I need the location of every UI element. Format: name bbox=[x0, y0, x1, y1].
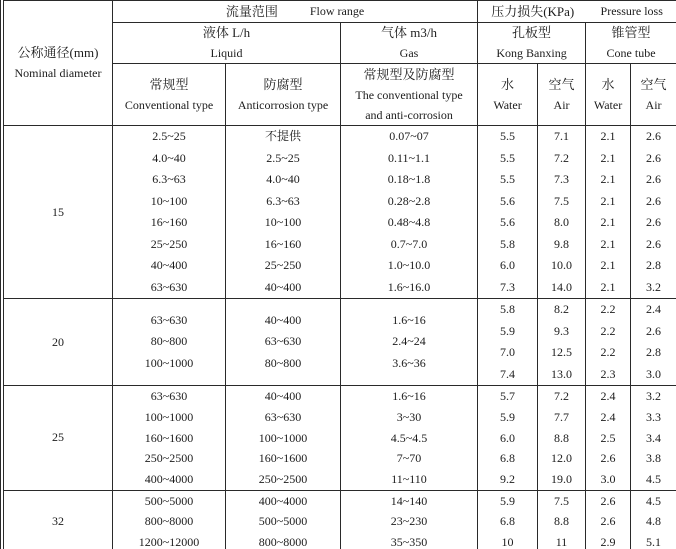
header-orifice-water-cell bbox=[478, 64, 538, 126]
cell-line: 63~630 bbox=[264, 334, 302, 349]
cell-line: 10.0 bbox=[551, 258, 573, 272]
cell-line: 2.5 bbox=[600, 430, 616, 445]
cell-line: 2.6 bbox=[646, 129, 662, 143]
cell-line: 5.9 bbox=[500, 409, 516, 424]
conventional-flow-values bbox=[113, 126, 226, 299]
cell-line: 6.3~63 bbox=[266, 193, 300, 208]
cell-line: 1.6~16 bbox=[392, 312, 426, 327]
cell-line: 4.0~40 bbox=[152, 150, 186, 165]
header-pressure-loss-cell bbox=[478, 1, 676, 23]
cell-line: 2.6 bbox=[646, 215, 662, 229]
cell-line: 8.0 bbox=[554, 215, 570, 229]
header-anticorrosion-cell bbox=[226, 64, 341, 126]
cone-water-values bbox=[586, 299, 631, 386]
cell-line: 5.5 bbox=[500, 129, 516, 143]
cell-line: 1200~12000 bbox=[138, 534, 200, 549]
cell-line: 7.5 bbox=[554, 493, 570, 508]
header-nominal-diameter-cell bbox=[4, 1, 113, 126]
cell-line: 63~630 bbox=[150, 389, 188, 403]
gas-subtype-label-en1: The conventional type bbox=[355, 87, 463, 102]
nominal-diameter-label-en: Nominal diameter bbox=[14, 66, 102, 80]
orifice-air-values bbox=[538, 126, 586, 299]
conventional-flow-values bbox=[113, 386, 226, 491]
cell-line: 800~8000 bbox=[258, 534, 308, 549]
cell-line: 8.8 bbox=[554, 430, 570, 445]
cell-line: 3.0 bbox=[600, 472, 616, 487]
conventional-label-en: Conventional type bbox=[124, 97, 214, 112]
cell-line: 7.2 bbox=[554, 150, 570, 165]
header-row-1 bbox=[4, 1, 676, 23]
cell-line: 63~630 bbox=[150, 312, 188, 327]
cell-line: 2.5~25 bbox=[266, 150, 300, 165]
cell-line: 7.7 bbox=[554, 409, 570, 424]
water-label-zh: 水 bbox=[601, 76, 615, 92]
pressure-loss-label-en: Pressure loss bbox=[600, 4, 663, 18]
cell-line: 12.5 bbox=[551, 345, 573, 359]
cell-line: 25~250 bbox=[150, 236, 188, 251]
cell-line: 35~350 bbox=[390, 534, 428, 549]
liquid-label-zh: 液体 L/h bbox=[202, 25, 251, 40]
cell-line: 11~110 bbox=[391, 472, 427, 487]
cell-line: 7.5 bbox=[554, 193, 570, 208]
cell-line: 5.6 bbox=[500, 193, 516, 208]
cell-line: 7.4 bbox=[500, 366, 516, 381]
cell-line: 5.9 bbox=[500, 323, 516, 338]
cell-line: 14~140 bbox=[390, 493, 428, 508]
cell-line: 40~400 bbox=[264, 389, 302, 403]
cell-line: 12.0 bbox=[551, 451, 573, 466]
water-label-en: Water bbox=[593, 97, 623, 112]
orifice-water-values bbox=[478, 386, 538, 491]
cell-line: 160~1600 bbox=[258, 451, 308, 466]
cell-line: 2.2 bbox=[600, 323, 616, 338]
pressure-loss-label-zh: 压力损失(KPa) bbox=[491, 4, 575, 19]
header-gas-cell bbox=[341, 23, 478, 64]
cell-line: 0.28~2.8 bbox=[387, 193, 431, 208]
cell-line: 2.1 bbox=[600, 236, 616, 251]
cell-line: 500~5000 bbox=[258, 514, 308, 529]
cell-line: 7.0 bbox=[500, 345, 516, 359]
cell-line: 5.5 bbox=[500, 150, 516, 165]
orifice-water-values bbox=[478, 299, 538, 386]
orifice-water-values bbox=[478, 490, 538, 549]
cell-line: 23~230 bbox=[390, 514, 428, 529]
cone-air-values bbox=[631, 299, 676, 386]
group-row-dn20 bbox=[4, 299, 676, 386]
cell-line: 5.1 bbox=[646, 534, 662, 549]
gas-flow-values bbox=[341, 126, 478, 299]
cone-type-label-zh: 锥管型 bbox=[611, 25, 651, 40]
cell-line: 0.48~4.8 bbox=[387, 215, 431, 229]
cell-line: 40~400 bbox=[264, 279, 302, 294]
air-label-zh: 空气 bbox=[548, 76, 575, 92]
cell-line: 2.4 bbox=[600, 389, 616, 403]
diameter-value: 20 bbox=[4, 299, 113, 386]
cell-line: 2.1 bbox=[600, 129, 616, 143]
header-orifice-air-cell bbox=[538, 64, 586, 126]
cell-line: 500~5000 bbox=[144, 493, 194, 508]
cell-line: 7.3 bbox=[500, 279, 516, 294]
cell-line: 5.6 bbox=[500, 215, 516, 229]
cell-line: 13.0 bbox=[551, 366, 573, 381]
cell-line: 0.11~1.1 bbox=[387, 150, 431, 165]
cell-line: 19.0 bbox=[551, 472, 573, 487]
cone-air-values bbox=[631, 386, 676, 491]
cell-line: 5.7 bbox=[500, 389, 516, 403]
cell-line: 5.9 bbox=[500, 493, 516, 508]
cell-line: 4.5~4.5 bbox=[390, 430, 428, 445]
cell-line: 2.2 bbox=[600, 302, 616, 316]
header-flow-range-cell bbox=[113, 1, 478, 23]
cell-line: 10 bbox=[501, 534, 514, 549]
cell-line: 4.8 bbox=[646, 514, 662, 529]
cell-line: 1.6~16 bbox=[392, 389, 426, 403]
group-row-dn25 bbox=[4, 386, 676, 491]
cell-line: 10~100 bbox=[264, 215, 302, 229]
anticorrosion-flow-values bbox=[226, 299, 341, 386]
orifice-air-values bbox=[538, 490, 586, 549]
diameter-value: 25 bbox=[4, 386, 113, 491]
conventional-flow-values bbox=[113, 299, 226, 386]
cell-line: 2.4~24 bbox=[392, 334, 426, 349]
cell-line: 2.6 bbox=[600, 493, 616, 508]
group-row-dn15 bbox=[4, 126, 676, 299]
cell-line: 0.07~07 bbox=[389, 129, 429, 143]
cell-line: 11 bbox=[555, 534, 568, 549]
cell-line: 2.1 bbox=[600, 193, 616, 208]
flow-pressure-spec-table bbox=[3, 0, 676, 549]
cell-line: 不提供 bbox=[264, 129, 301, 143]
header-cone-type-cell bbox=[586, 23, 676, 64]
cone-water-values bbox=[586, 126, 631, 299]
cell-line: 14.0 bbox=[551, 279, 573, 294]
gas-subtype-label-zh: 常规型及防腐型 bbox=[363, 66, 455, 82]
cell-line: 2.1 bbox=[600, 172, 616, 186]
cell-line: 160~1600 bbox=[144, 430, 194, 445]
cell-line: 5.8 bbox=[500, 302, 516, 316]
gas-flow-values bbox=[341, 386, 478, 491]
cell-line: 0.7~7.0 bbox=[390, 236, 428, 251]
cell-line: 5.8 bbox=[500, 236, 516, 251]
cell-line: 2.1 bbox=[600, 150, 616, 165]
cell-line: 3.3 bbox=[646, 409, 662, 424]
flow-range-label-en: Flow range bbox=[309, 4, 365, 18]
cell-line: 7.1 bbox=[554, 129, 570, 143]
orifice-air-values bbox=[538, 386, 586, 491]
cell-line: 40~400 bbox=[264, 312, 302, 327]
cell-line: 2.1 bbox=[600, 215, 616, 229]
cell-line: 4.0~40 bbox=[266, 172, 300, 186]
header-cone-water-cell bbox=[586, 64, 631, 126]
cell-line: 2.6 bbox=[646, 323, 662, 338]
cell-line: 1.6~16.0 bbox=[387, 279, 431, 294]
cell-line: 63~630 bbox=[264, 409, 302, 424]
cell-line: 80~800 bbox=[264, 355, 302, 370]
air-label-zh: 空气 bbox=[640, 76, 667, 92]
cell-line: 3.2 bbox=[646, 279, 662, 294]
cell-line: 9.3 bbox=[554, 323, 570, 338]
cell-line: 1.0~10.0 bbox=[387, 258, 431, 272]
cell-line: 2.6 bbox=[646, 172, 662, 186]
cell-line: 3~30 bbox=[396, 409, 422, 424]
diameter-value: 32 bbox=[4, 490, 113, 549]
cell-line: 3.0 bbox=[646, 366, 662, 381]
conventional-flow-values bbox=[113, 490, 226, 549]
cell-line: 7~70 bbox=[396, 451, 422, 466]
cell-line: 400~4000 bbox=[258, 493, 308, 508]
cone-water-values bbox=[586, 386, 631, 491]
orifice-water-values bbox=[478, 126, 538, 299]
cell-line: 16~160 bbox=[264, 236, 302, 251]
cell-line: 2.2 bbox=[600, 345, 616, 359]
cell-line: 8.8 bbox=[554, 514, 570, 529]
gas-label-zh: 气体 m3/h bbox=[381, 25, 437, 40]
flow-range-label-zh: 流量范围 bbox=[225, 4, 278, 19]
header-cone-air-cell bbox=[631, 64, 676, 126]
anticorrosion-flow-values bbox=[226, 126, 341, 299]
liquid-label-en: Liquid bbox=[210, 46, 243, 60]
cell-line: 2.6 bbox=[646, 236, 662, 251]
cell-line: 2.6 bbox=[600, 514, 616, 529]
cell-line: 6.3~63 bbox=[152, 172, 186, 186]
air-label-en: Air bbox=[553, 97, 570, 112]
header-orifice-type-cell bbox=[478, 23, 586, 64]
cell-line: 2.6 bbox=[646, 193, 662, 208]
nominal-diameter-label-zh: 公称通径(mm) bbox=[17, 45, 99, 60]
cell-line: 2.8 bbox=[646, 258, 662, 272]
cell-line: 100~1000 bbox=[144, 409, 194, 424]
anticorrosion-flow-values bbox=[226, 490, 341, 549]
water-label-en: Water bbox=[493, 97, 522, 112]
cell-line: 63~630 bbox=[150, 279, 188, 294]
cell-line: 250~2500 bbox=[258, 472, 308, 487]
cell-line: 6.0 bbox=[500, 430, 516, 445]
cell-line: 2.5~25 bbox=[152, 129, 186, 143]
cell-line: 2.1 bbox=[600, 279, 616, 294]
anticorrosion-flow-values bbox=[226, 386, 341, 491]
cell-line: 250~2500 bbox=[144, 451, 194, 466]
cell-line: 400~4000 bbox=[144, 472, 194, 487]
cone-type-label-en: Cone tube bbox=[606, 46, 656, 60]
cell-line: 100~1000 bbox=[144, 355, 194, 370]
header-liquid-cell bbox=[113, 23, 341, 64]
cell-line: 80~800 bbox=[150, 334, 188, 349]
cell-line: 3.8 bbox=[646, 451, 662, 466]
cell-line: 4.5 bbox=[646, 493, 662, 508]
cell-line: 6.8 bbox=[500, 451, 516, 466]
header-conventional-cell bbox=[113, 64, 226, 126]
cell-line: 800~8000 bbox=[144, 514, 194, 529]
orifice-type-label-en: Kong Banxing bbox=[496, 46, 567, 60]
cell-line: 10~100 bbox=[150, 193, 188, 208]
cell-line: 16~160 bbox=[150, 215, 188, 229]
cell-line: 2.4 bbox=[600, 409, 616, 424]
gas-flow-values bbox=[341, 490, 478, 549]
cell-line: 2.9 bbox=[600, 534, 616, 549]
cell-line: 100~1000 bbox=[258, 430, 308, 445]
cell-line: 2.4 bbox=[646, 302, 662, 316]
diameter-value: 15 bbox=[4, 126, 113, 299]
cell-line: 3.2 bbox=[646, 389, 662, 403]
orifice-type-label-zh: 孔板型 bbox=[512, 25, 552, 40]
cell-line: 7.3 bbox=[554, 172, 570, 186]
group-row-dn32 bbox=[4, 490, 676, 549]
cell-line: 4.5 bbox=[646, 472, 662, 487]
anticorrosion-label-zh: 防腐型 bbox=[263, 76, 303, 92]
conventional-label-zh: 常规型 bbox=[149, 76, 189, 92]
cell-line: 9.2 bbox=[500, 472, 516, 487]
cell-line: 9.8 bbox=[554, 236, 570, 251]
cell-line: 7.2 bbox=[554, 389, 570, 403]
cell-line: 8.2 bbox=[554, 302, 570, 316]
cone-water-values bbox=[586, 490, 631, 549]
air-label-en: Air bbox=[645, 97, 662, 112]
gas-subtype-label-en2: and anti-corrosion bbox=[365, 107, 453, 122]
gas-label-en: Gas bbox=[399, 46, 419, 60]
cell-line: 6.8 bbox=[500, 514, 516, 529]
cone-air-values bbox=[631, 490, 676, 549]
cell-line: 2.6 bbox=[600, 451, 616, 466]
cell-line: 40~400 bbox=[150, 258, 188, 272]
orifice-air-values bbox=[538, 299, 586, 386]
cell-line: 3.6~36 bbox=[392, 355, 426, 370]
cell-line: 2.3 bbox=[600, 366, 616, 381]
cell-line: 0.18~1.8 bbox=[387, 172, 431, 186]
cone-air-values bbox=[631, 126, 676, 299]
cell-line: 6.0 bbox=[500, 258, 516, 272]
gas-flow-values bbox=[341, 299, 478, 386]
cell-line: 2.8 bbox=[646, 345, 662, 359]
cell-line: 25~250 bbox=[264, 258, 302, 272]
cell-line: 2.6 bbox=[646, 150, 662, 165]
cell-line: 3.4 bbox=[646, 430, 662, 445]
cell-line: 5.5 bbox=[500, 172, 516, 186]
header-gas-subtype-cell bbox=[341, 64, 478, 126]
cell-line: 2.1 bbox=[600, 258, 616, 272]
water-label-zh: 水 bbox=[501, 76, 515, 92]
anticorrosion-label-en: Anticorrosion type bbox=[237, 97, 329, 112]
